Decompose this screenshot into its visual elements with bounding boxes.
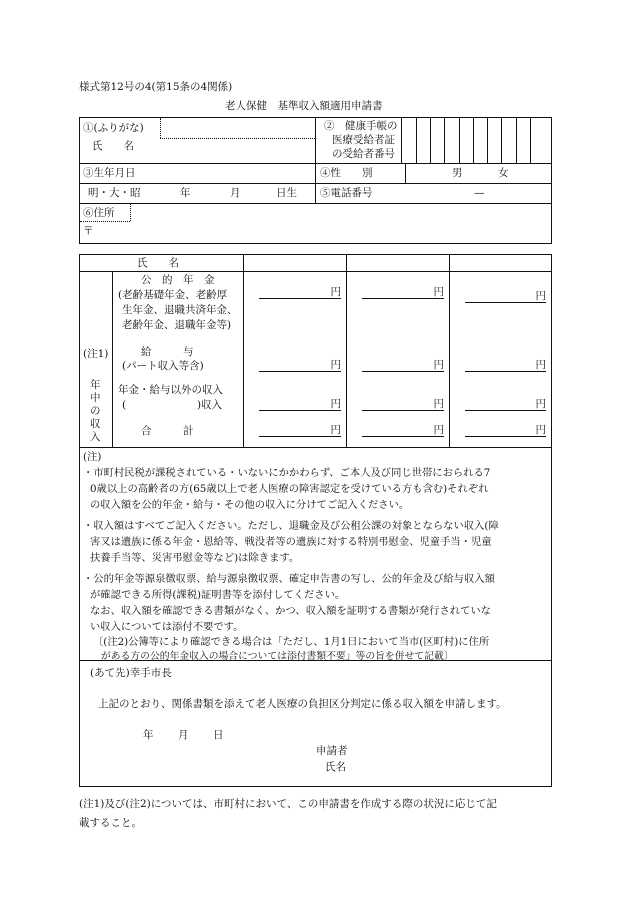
applicant-label: 申請者 bbox=[316, 745, 348, 757]
note-3-line: 〔(注2)公簿等により確認できる場合は「ただし、1月1日において当市(区町村)に住所 bbox=[93, 636, 490, 648]
yen-unit: 円 bbox=[433, 286, 444, 298]
pension-amount-field-3[interactable] bbox=[465, 290, 546, 303]
date-month-label: 月 bbox=[178, 729, 189, 741]
note-3-line: なお、収入額を確認できる書類がなく、かつ、収入額を証明する書類が発行されていな bbox=[90, 605, 491, 617]
furigana-label: ①(ふりがな) bbox=[83, 122, 144, 134]
health-book-label-3: の受給者番号 bbox=[332, 148, 395, 160]
person-2-name-field[interactable] bbox=[349, 256, 447, 270]
yen-unit: 円 bbox=[433, 359, 444, 371]
postal-mark: 〒 bbox=[83, 225, 94, 237]
recipient-number-field[interactable] bbox=[402, 118, 551, 162]
salary-title: 給 与 bbox=[141, 346, 194, 358]
birth-year-label: 年 bbox=[180, 187, 191, 199]
other-income-type-field[interactable] bbox=[130, 398, 195, 412]
total-amount-field-3[interactable] bbox=[465, 424, 546, 437]
note-3-line: がある方の公的年金収入の場合については添付書類不要」等の旨を併せて記載〕 bbox=[101, 651, 454, 662]
total-label: 合 計 bbox=[141, 425, 194, 437]
income-side-char: 年 bbox=[90, 379, 101, 391]
note-2-line: 扶養手当等、災害弔慰金等など)は除きます。 bbox=[90, 552, 300, 564]
footer-note-line-1: (注1)及び(注2)については、市町村において、この申請書を作成する際の状況に応じて記 bbox=[79, 798, 497, 810]
yen-unit: 円 bbox=[330, 359, 341, 371]
form-code: 様式第12号の4(第15条の4関係) bbox=[79, 81, 233, 93]
pension-detail: 老齢年金、退職年金等) bbox=[122, 319, 232, 331]
note-1-line: の収入額を公的年金・給与・その他の収入に分けてご記入ください。 bbox=[90, 499, 410, 511]
income-side-char: 入 bbox=[90, 431, 101, 443]
birth-day-label: 日生 bbox=[276, 187, 297, 199]
total-amount-field-2[interactable] bbox=[362, 424, 444, 437]
salary-amount-field-2[interactable] bbox=[362, 359, 444, 372]
other-income-open: ( bbox=[122, 399, 127, 411]
total-amount-field-1[interactable] bbox=[259, 424, 341, 437]
yen-unit: 円 bbox=[330, 398, 341, 410]
birth-month-label: 月 bbox=[230, 187, 241, 199]
gender-label: ④性 別 bbox=[320, 167, 373, 179]
income-side-char: 収 bbox=[90, 418, 101, 430]
salary-detail: (パート収入等含) bbox=[122, 360, 204, 372]
pension-amount-field-2[interactable] bbox=[362, 286, 444, 299]
name-field[interactable] bbox=[162, 140, 312, 160]
addressee: (あて先)幸手市長 bbox=[90, 667, 172, 679]
pension-amount-field-1[interactable] bbox=[259, 286, 341, 299]
yen-unit: 円 bbox=[535, 398, 546, 410]
income-name-header: 氏 名 bbox=[137, 257, 179, 269]
yen-unit: 円 bbox=[535, 290, 546, 302]
income-side-note: (注1) bbox=[83, 348, 109, 360]
note-3-line: が確認できる所得(課税)証明書等を添付してください。 bbox=[90, 589, 346, 601]
note-1-line: 0歳以上の高齢者の方(65歳以上で老人医療の障害認定を受けている方も含む)それぞれ bbox=[90, 483, 489, 495]
form-title: 老人保健 基準収入額適用申請書 bbox=[225, 100, 383, 112]
yen-unit: 円 bbox=[535, 359, 546, 371]
date-year-label: 年 bbox=[143, 729, 154, 741]
footer-note-line-2: 載すること。 bbox=[79, 817, 142, 829]
person-3-name-field[interactable] bbox=[452, 256, 549, 270]
birthdate-label: ③生年月日 bbox=[83, 167, 136, 179]
signer-name-label: 氏名 bbox=[325, 761, 346, 773]
income-side-char: 中 bbox=[90, 392, 101, 404]
other-amount-field-3[interactable] bbox=[465, 398, 546, 411]
signer-name-field[interactable] bbox=[352, 758, 542, 776]
yen-unit: 円 bbox=[535, 424, 546, 436]
other-income-close: )収入 bbox=[197, 399, 223, 411]
yen-unit: 円 bbox=[330, 286, 341, 298]
salary-amount-field-3[interactable] bbox=[465, 359, 546, 372]
address-field[interactable] bbox=[96, 223, 546, 241]
phone-label: ⑤電話番号 bbox=[320, 187, 373, 199]
notes-header: (注) bbox=[83, 451, 102, 463]
gender-male-option[interactable]: 男 bbox=[452, 167, 463, 179]
era-label: 明・大・昭 bbox=[88, 187, 141, 199]
income-side-char: の bbox=[90, 405, 101, 417]
note-2-line: ・収入額はすべてご記入ください。ただし、退職金及び公租公課の対象とならない収入(障 bbox=[83, 520, 499, 532]
salary-amount-field-1[interactable] bbox=[259, 359, 341, 372]
phone-dash: — bbox=[474, 187, 485, 199]
address-label: ⑥住所 bbox=[83, 207, 115, 219]
note-2-line: 害又は遺族に係る年金・恩給等、戦没者等の遺族に対する特別弔慰金、児童手当・児童 bbox=[90, 536, 492, 548]
pension-title: 公 的 年 金 bbox=[141, 274, 215, 286]
other-amount-field-1[interactable] bbox=[259, 398, 341, 411]
note-1-line: ・市町村民税が課税されている・いないにかかわらず、ご本人及び同じ世帯におられる7 bbox=[83, 467, 491, 479]
note-3-line: い収入については添付不要です。 bbox=[90, 621, 244, 633]
other-income-title: 年金・給与以外の収入 bbox=[118, 384, 223, 396]
other-amount-field-2[interactable] bbox=[362, 398, 444, 411]
date-day-label: 日 bbox=[213, 729, 224, 741]
person-1-name-field[interactable] bbox=[246, 256, 344, 270]
phone-field[interactable] bbox=[400, 185, 548, 201]
name-label: 氏 名 bbox=[92, 140, 134, 152]
yen-unit: 円 bbox=[330, 424, 341, 436]
pension-detail: 生年金、退職共済年金、 bbox=[122, 304, 238, 316]
declaration-statement: 上記のとおり、関係書類を添えて老人医療の負担区分判定に係る収入額を申請します。 bbox=[98, 698, 507, 710]
gender-female-option[interactable]: 女 bbox=[498, 167, 509, 179]
health-book-label-2: 医療受給者証 bbox=[332, 134, 395, 146]
health-book-label-1: ② 健康手帳の bbox=[324, 120, 398, 132]
pension-detail: (老齢基礎年金、老齢厚 bbox=[118, 289, 228, 301]
note-3-line: ・公的年金等源泉徴収票、給与源泉徴収票、確定申告書の写し、公的年金及び給与収入額 bbox=[83, 573, 495, 585]
yen-unit: 円 bbox=[433, 398, 444, 410]
yen-unit: 円 bbox=[433, 424, 444, 436]
